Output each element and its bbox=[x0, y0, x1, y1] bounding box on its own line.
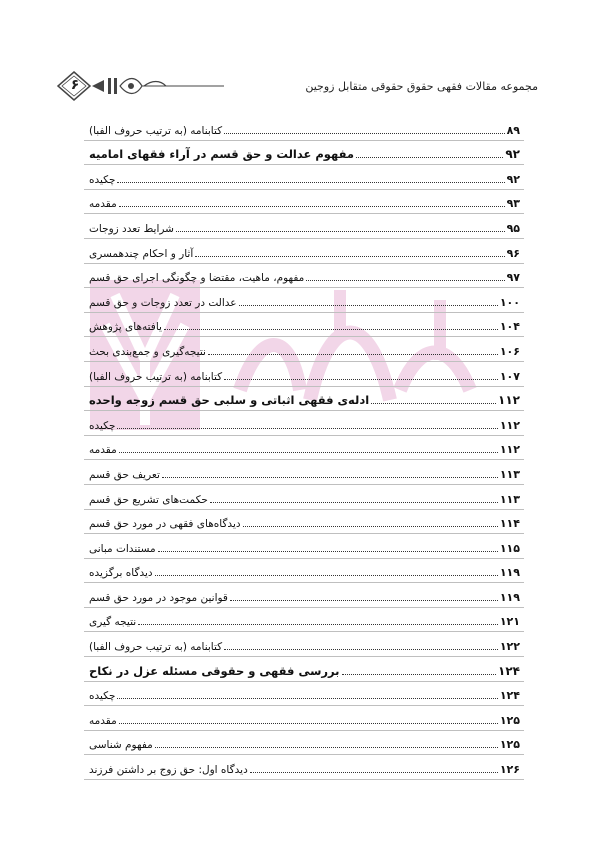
dot-leader bbox=[119, 722, 498, 724]
toc-entry-row bbox=[88, 271, 520, 284]
toc-entry-row bbox=[88, 147, 520, 161]
toc-entry[interactable] bbox=[84, 313, 524, 338]
toc-entry[interactable] bbox=[84, 608, 524, 633]
toc-entry-title: مقدمه bbox=[89, 198, 117, 211]
toc-entry-title: مفهوم، ماهیت، مقتضا و چگونگی اجرای حق قسم bbox=[89, 272, 305, 285]
dot-leader bbox=[306, 279, 504, 281]
toc-entry-row bbox=[88, 370, 520, 383]
dot-leader bbox=[155, 574, 498, 576]
toc-entry-row bbox=[88, 566, 520, 579]
toc-entry-row bbox=[88, 763, 520, 776]
toc-entry-page: ۱۱۲ bbox=[498, 393, 520, 408]
toc-entry-title: چکیده bbox=[89, 419, 116, 432]
toc-entry-title: کتابنامه (به ترتیب حروف الفبا) bbox=[89, 124, 223, 137]
toc-entry-page: ۸۹ bbox=[506, 123, 520, 137]
toc-entry-page: ۱۲۵ bbox=[499, 713, 520, 727]
toc-entry[interactable] bbox=[84, 583, 524, 608]
dot-leader bbox=[224, 378, 498, 380]
dot-leader bbox=[342, 673, 497, 675]
toc-entry-title: آثار و احکام چندهمسری bbox=[89, 247, 194, 260]
dot-leader bbox=[117, 181, 504, 183]
toc-entry-title: مفهوم شناسی bbox=[89, 739, 153, 752]
toc-entry-page: ۱۲۴ bbox=[498, 663, 520, 678]
toc-entry[interactable] bbox=[84, 264, 524, 289]
running-header-title: مجموعه مقالات فقهی حقوق حقوقی متقابل زوجین bbox=[305, 80, 538, 93]
toc-entry-page: ۱۰۷ bbox=[499, 369, 520, 383]
dot-leader bbox=[208, 353, 498, 355]
toc-entry[interactable] bbox=[84, 239, 524, 264]
toc-entry-title: مفهوم عدالت و حق قسم در آراء فقهای امامیه bbox=[89, 147, 354, 162]
toc-entry[interactable] bbox=[84, 190, 524, 215]
toc-entry[interactable] bbox=[84, 485, 524, 510]
toc-entry-page: ۱۰۴ bbox=[499, 320, 520, 334]
toc-section-entry[interactable] bbox=[84, 387, 524, 412]
toc-entry[interactable] bbox=[84, 411, 524, 436]
dot-leader bbox=[250, 771, 498, 773]
toc-entry-row bbox=[88, 197, 520, 210]
toc-section-entry[interactable] bbox=[84, 141, 524, 166]
toc-entry-title: مقدمه bbox=[89, 714, 117, 727]
dot-leader bbox=[210, 501, 498, 503]
toc-entry[interactable] bbox=[84, 755, 524, 780]
toc-entry-title: چکیده bbox=[89, 173, 116, 186]
toc-entry-row bbox=[88, 320, 520, 333]
toc-entry-title: ادله‌ی فقهی اثباتی و سلبی حق قسم زوجه واحده bbox=[89, 393, 370, 408]
toc-entry-row bbox=[88, 443, 520, 456]
toc-entry-row bbox=[88, 345, 520, 358]
toc-entry[interactable] bbox=[84, 460, 524, 485]
toc-entry-row bbox=[88, 664, 520, 678]
dot-leader bbox=[117, 427, 497, 429]
dot-leader bbox=[243, 525, 498, 527]
toc-entry-row bbox=[88, 615, 520, 628]
toc-entry-title: کتابنامه (به ترتیب حروف الفبا) bbox=[89, 641, 223, 654]
table-of-contents bbox=[84, 116, 524, 780]
toc-entry-title: تعریف حق قسم bbox=[89, 468, 160, 481]
toc-entry-title: دیدگاه برگزیده bbox=[89, 567, 153, 580]
toc-entry-title: دیدگاه اول: حق زوج بر داشتن فرزند bbox=[89, 764, 248, 777]
toc-entry-row bbox=[88, 493, 520, 506]
toc-entry-title: مقدمه bbox=[89, 444, 117, 457]
dot-leader bbox=[164, 328, 498, 330]
toc-entry-page: ۹۶ bbox=[506, 246, 520, 260]
toc-entry[interactable] bbox=[84, 510, 524, 535]
dot-leader bbox=[138, 623, 498, 625]
dot-leader bbox=[224, 648, 498, 650]
toc-entry-row bbox=[88, 222, 520, 235]
toc-entry-page: ۹۲ bbox=[505, 147, 520, 162]
toc-entry-title: نتیجه گیری bbox=[89, 616, 137, 629]
toc-entry-page: ۱۰۰ bbox=[499, 295, 520, 309]
toc-entry-page: ۹۷ bbox=[506, 271, 520, 285]
dot-leader bbox=[224, 132, 504, 134]
toc-entry[interactable] bbox=[84, 706, 524, 731]
dot-leader bbox=[162, 476, 498, 478]
toc-entry-page: ۱۲۴ bbox=[499, 689, 520, 703]
toc-entry-row bbox=[88, 419, 520, 432]
toc-entry-title: شرایط تعدد زوجات bbox=[89, 222, 174, 235]
dot-leader bbox=[155, 746, 498, 748]
toc-entry[interactable] bbox=[84, 632, 524, 657]
toc-entry[interactable] bbox=[84, 337, 524, 362]
dot-leader bbox=[119, 451, 498, 453]
toc-entry-page: ۱۱۲ bbox=[499, 418, 520, 432]
toc-entry-page: ۹۳ bbox=[506, 197, 520, 211]
toc-entry[interactable] bbox=[84, 731, 524, 756]
toc-entry-page: ۱۰۶ bbox=[499, 344, 520, 358]
toc-entry[interactable] bbox=[84, 116, 524, 141]
toc-entry-row bbox=[88, 173, 520, 186]
toc-entry-page: ۹۵ bbox=[506, 221, 520, 235]
dot-leader bbox=[117, 697, 497, 699]
page-number: ۶ bbox=[70, 77, 80, 93]
toc-entry-title: حکمت‌های تشریع حق قسم bbox=[89, 493, 208, 506]
toc-entry-page: ۱۱۴ bbox=[499, 517, 520, 531]
toc-entry-title: مستندات مبانی bbox=[89, 542, 156, 555]
toc-entry-page: ۱۲۵ bbox=[499, 738, 520, 752]
toc-entry-page: ۱۱۳ bbox=[499, 492, 520, 506]
toc-entry[interactable] bbox=[84, 165, 524, 190]
toc-entry-row bbox=[88, 640, 520, 653]
toc-entry-page: ۱۲۶ bbox=[499, 763, 520, 777]
toc-entry[interactable] bbox=[84, 214, 524, 239]
dot-leader bbox=[176, 230, 505, 232]
toc-entry-title: نتیجه‌گیری و جمع‌بندی بحث bbox=[89, 345, 206, 358]
toc-entry-title: چکیده bbox=[89, 690, 116, 703]
dot-leader bbox=[239, 304, 498, 306]
toc-entry[interactable] bbox=[84, 362, 524, 387]
dot-leader bbox=[230, 599, 498, 601]
toc-entry-title: بررسی فقهی و حقوقی مسئله عزل در نکاح bbox=[89, 663, 340, 678]
dot-leader bbox=[356, 156, 503, 158]
toc-entry-page: ۱۲۲ bbox=[499, 640, 520, 654]
toc-entry-page: ۱۱۵ bbox=[499, 541, 520, 555]
toc-entry-row bbox=[88, 468, 520, 481]
dot-leader bbox=[119, 205, 505, 207]
toc-entry-page: ۹۲ bbox=[506, 172, 520, 186]
toc-entry-row bbox=[88, 124, 520, 137]
toc-entry-page: ۱۱۳ bbox=[499, 467, 520, 481]
toc-entry-row bbox=[88, 738, 520, 751]
toc-entry-row bbox=[88, 591, 520, 604]
toc-entry-title: عدالت در تعدد زوجات و حق قسم bbox=[89, 296, 237, 309]
toc-entry-title: یافته‌های پژوهش bbox=[89, 321, 162, 334]
toc-entry-page: ۱۱۹ bbox=[499, 590, 520, 604]
toc-entry-row bbox=[88, 517, 520, 530]
toc-entry-page: ۱۱۲ bbox=[499, 443, 520, 457]
toc-entry-title: قوانین موجود در مورد حق قسم bbox=[89, 591, 228, 604]
page-header bbox=[56, 68, 546, 114]
toc-entry[interactable] bbox=[84, 534, 524, 559]
toc-entry-page: ۱۲۱ bbox=[499, 615, 520, 629]
toc-entry-row bbox=[88, 296, 520, 309]
toc-entry[interactable] bbox=[84, 436, 524, 461]
toc-entry-row bbox=[88, 542, 520, 555]
toc-entry-page: ۱۱۹ bbox=[499, 566, 520, 580]
toc-section-entry[interactable] bbox=[84, 657, 524, 682]
toc-entry-row bbox=[88, 393, 520, 407]
dot-leader bbox=[158, 550, 498, 552]
toc-entry-row bbox=[88, 714, 520, 727]
toc-entry-title: دیدگاه‌های فقهی در مورد حق قسم bbox=[89, 518, 241, 531]
toc-entry-title: کتابنامه (به ترتیب حروف الفبا) bbox=[89, 370, 223, 383]
dot-leader bbox=[371, 402, 496, 404]
dot-leader bbox=[195, 255, 504, 257]
toc-entry[interactable] bbox=[84, 682, 524, 707]
toc-entry[interactable] bbox=[84, 559, 524, 584]
toc-entry[interactable] bbox=[84, 288, 524, 313]
toc-entry-row bbox=[88, 689, 520, 702]
toc-entry-row bbox=[88, 247, 520, 260]
